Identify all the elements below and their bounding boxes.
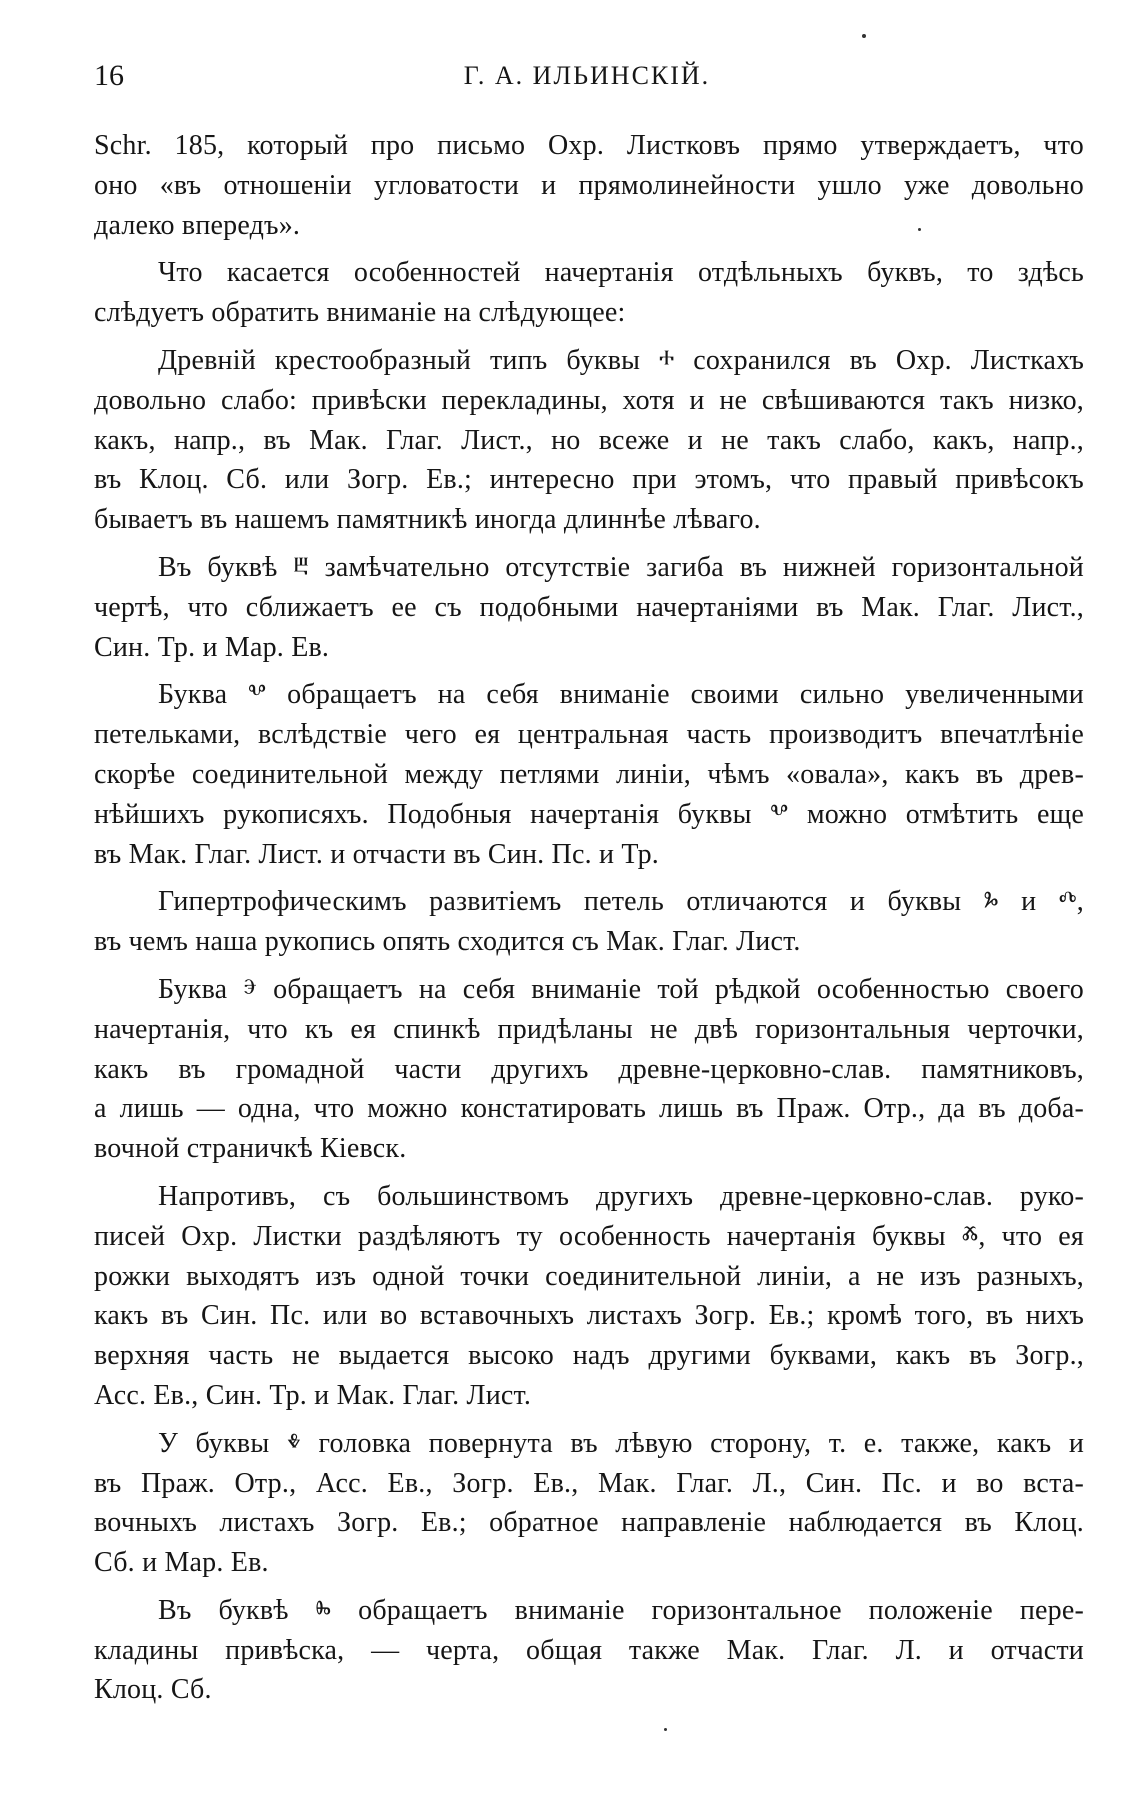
text-line: слѣдуетъ обратить вниманіе на слѣдующее:	[94, 297, 626, 329]
page-number: 16	[94, 59, 124, 92]
paragraph-3	[94, 341, 1084, 540]
text-line: бываетъ въ нашемъ памятникѣ иногда длиннѣе лѣваго.	[94, 504, 761, 536]
text-line: довольно слабо: привѣски перекладины, хотя и не свѣшиваются такъ низко,	[94, 384, 1084, 416]
text-line: какъ, напр., въ Мак. Глаг. Лист., но всеже и не такъ слабо, какъ, напр.,	[94, 424, 1084, 456]
paragraph-7	[94, 970, 1084, 1169]
body-text	[94, 126, 1084, 1718]
paragraph-2	[94, 253, 1084, 333]
text-line: въ Клоц. Сб. или Зогр. Ев.; интересно при этомъ, что правый привѣсокъ	[94, 464, 1084, 496]
text-line: верхняя часть не выдается высоко надъ другими буквами, какъ въ Зогр.,	[94, 1340, 1084, 1372]
paragraph-8	[94, 1177, 1084, 1416]
text-line: Буква ⰵ обращаетъ на себя вниманіе той рѣдкой особенностью своего	[158, 973, 1084, 1005]
paragraph-1	[94, 126, 1084, 245]
text-line: петельками, вслѣдствіе чего ея центральная часть производитъ впечатлѣніе	[94, 719, 1084, 751]
text-line: Син. Тр. и Мар. Ев.	[94, 631, 330, 663]
text-line: Напротивъ, съ большинствомъ другихъ древне-церковно-слав. руко-	[158, 1180, 1084, 1212]
text-line: вочной страничкѣ Кіевск.	[94, 1133, 407, 1165]
text-line: Гипертрофическимъ развитіемъ петель отличаются и буквы ⰳ и ⰴ,	[158, 886, 1084, 918]
paragraph-4	[94, 548, 1084, 667]
text-line: вочныхъ листахъ Зогр. Ев.; обратное направленіе наблюдается въ Клоц.	[94, 1507, 1084, 1539]
text-line: какъ въ Син. Пс. или во вставочныхъ листахъ Зогр. Ев.; кромѣ того, въ нихъ	[94, 1300, 1084, 1332]
scan-speck	[862, 34, 866, 38]
text-line: въ Праж. Отр., Асс. Ев., Зогр. Ев., Мак. Глаг. Л., Син. Пс. и во вста-	[94, 1467, 1084, 1499]
text-line: начертанія, что къ ея спинкѣ придѣланы не двѣ горизонтальныя черточки,	[94, 1013, 1084, 1045]
text-line: скорѣе соединительной между петлями линіи, чѣмъ «овала», какъ въ древ-	[94, 758, 1084, 790]
paragraph-9	[94, 1424, 1084, 1583]
text-line: кладины привѣска, — черта, общая также Мак. Глаг. Л. и отчасти	[94, 1634, 1084, 1666]
text-line: далеко впередъ».	[94, 209, 301, 241]
text-line: Schr. 185, который про письмо Охр. Листковъ прямо утверждаетъ, что	[94, 130, 1084, 161]
paragraph-6	[94, 882, 1084, 962]
scan-speck	[918, 228, 921, 231]
text-line: чертѣ, что сближаетъ ее съ подобными начертаніями въ Мак. Глаг. Лист.,	[94, 591, 1084, 623]
text-line: Древній крестообразный типъ буквы ⰰ сохранился въ Охр. Листкахъ	[158, 344, 1084, 376]
text-line: Въ буквѣ ⰱ замѣчательно отсутствіе загиба въ нижней горизонтальной	[158, 551, 1084, 583]
text-line: писей Охр. Листки раздѣляютъ ту особенность начертанія буквы ⰶ, что ея	[94, 1220, 1084, 1252]
text-line: рожки выходятъ изъ одной точки соединительной линіи, а не изъ разныхъ,	[94, 1260, 1084, 1292]
text-line: Въ буквѣ ⰸ обращаетъ вниманіе горизонтальное положеніе пере-	[158, 1594, 1084, 1626]
text-line: Клоц. Сб.	[94, 1674, 212, 1706]
text-line: въ чемъ наша рукопись опять сходится съ Мак. Глаг. Лист.	[94, 926, 801, 958]
text-line: Что касается особенностей начертанія отдѣльныхъ буквъ, то здѣсь	[158, 257, 1084, 289]
paragraph-10	[94, 1591, 1084, 1710]
page-header	[94, 56, 1080, 96]
text-line: Сб. и Мар. Ев.	[94, 1547, 269, 1579]
text-line: въ Мак. Глаг. Лист. и отчасти въ Син. Пс. и Тр.	[94, 838, 659, 870]
text-line: оно «въ отношеніи угловатости и прямолинейности ушло уже довольно	[94, 169, 1084, 201]
scan-speck	[664, 1728, 667, 1731]
paragraph-5	[94, 675, 1084, 874]
text-line: Асс. Ев., Син. Тр. и Мак. Глаг. Лист.	[94, 1379, 532, 1411]
text-line: нѣйшихъ рукописяхъ. Подобныя начертанія буквы ⰲ можно отмѣтить еще	[94, 798, 1084, 830]
text-line: Буква ⰲ обращаетъ на себя вниманіе своими сильно увеличенными	[158, 679, 1084, 711]
text-line: У буквы ⰷ головка повернута въ лѣвую сторону, т. е. также, какъ и	[158, 1427, 1084, 1459]
text-line: а лишь — одна, что можно констатировать лишь въ Праж. Отр., да въ доба-	[94, 1093, 1084, 1125]
running-head: Г. А. ИЛЬИНСКІЙ.	[463, 61, 711, 90]
text-line: какъ въ громадной части другихъ древне-церковно-слав. памятниковъ,	[94, 1053, 1084, 1085]
